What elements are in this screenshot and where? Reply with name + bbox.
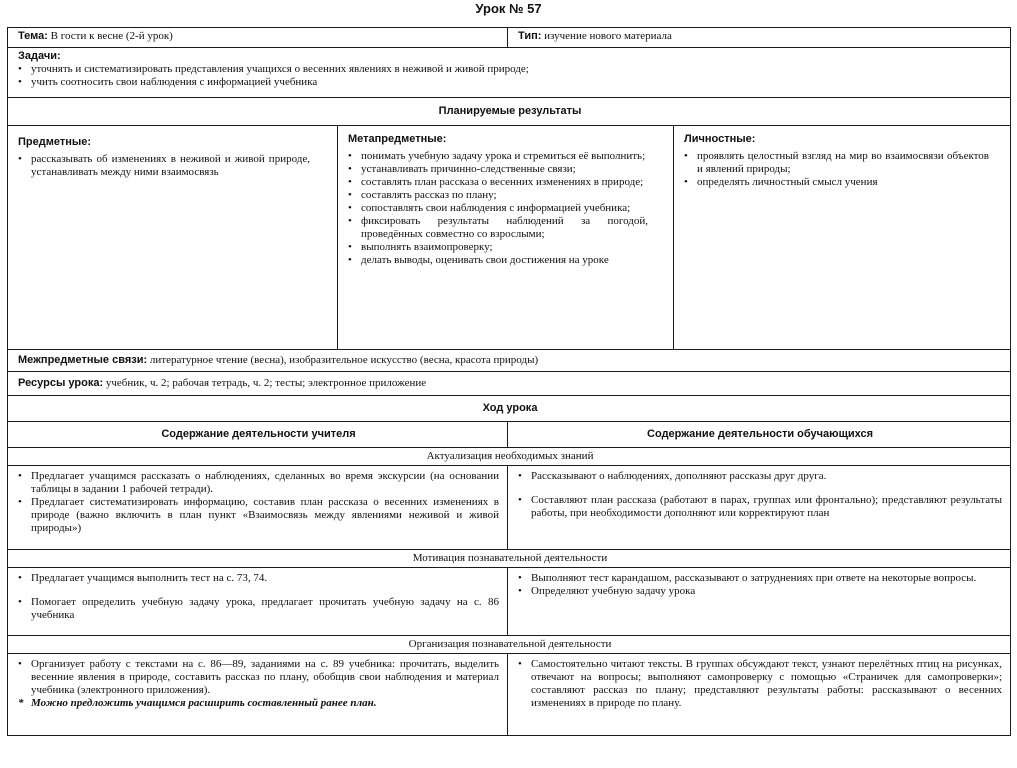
links-row bbox=[8, 350, 1011, 372]
type-cell bbox=[508, 28, 1011, 48]
stage-content-row bbox=[8, 654, 1011, 736]
personal-results-label: Личностные: bbox=[684, 133, 756, 145]
theme-row bbox=[8, 28, 1011, 48]
student-activity-list bbox=[518, 658, 1002, 710]
subject-result-item: • рассказывать об изменениях в неживой и живой природе, устанавливать между ними взаимосвязь bbox=[18, 153, 310, 179]
course-title-row bbox=[8, 396, 1011, 422]
personal-result-item: • проявлять целостный взгляд на мир во взаимосвязи объектов и явлений природы; bbox=[684, 150, 989, 176]
meta-results-list bbox=[348, 150, 648, 267]
course-header-row bbox=[8, 422, 1011, 448]
meta-result-item: • составлять план рассказа о весенних изменениях в природе; bbox=[348, 176, 648, 189]
personal-results-cell bbox=[674, 126, 1011, 350]
task-item: • учить соотносить свои наблюдения с информацией учебника bbox=[18, 76, 1002, 89]
tasks-list bbox=[18, 63, 1002, 89]
student-activity-item: • Самостоятельно читают тексты. В группах обсуждают текст, узнают перелётных птиц на рисунках, отвечают на вопросы; выполняют самопроверку с помощью «Страничек для самопроверки»; составляют рассказ по плану; представляют результаты работы: рассказывают о весенних изменениях в природе по плану. bbox=[518, 658, 1002, 710]
results-row bbox=[8, 126, 1011, 350]
student-header-cell bbox=[508, 422, 1011, 448]
page-title: Урок № 57 bbox=[475, 1, 542, 16]
tasks-cell bbox=[8, 48, 1011, 98]
results-title: Планируемые результаты bbox=[438, 105, 582, 117]
meta-result-item: • выполнять взаимопроверку; bbox=[348, 241, 648, 254]
teacher-activity-item: • Организует работу с текстами на с. 86—89, заданиями на с. 89 учебника: прочитать, выделить весенние явления в природе, составить рассказ по плану, обобщив свои наблюдения и материал учебника (электронного приложения). bbox=[18, 658, 499, 697]
task-item: • уточнять и систематизировать представления учащихся о весенних явлениях в неживой и живой природе; bbox=[18, 63, 1002, 76]
results-title-row bbox=[8, 98, 1011, 126]
stage-title: Мотивация познавательной деятельности bbox=[412, 552, 608, 564]
resources-value: учебник, ч. 2; рабочая тетрадь, ч. 2; тесты; электронное приложение bbox=[105, 377, 427, 389]
student-activity-item: • Рассказывают о наблюдениях, дополняют рассказы друг друга. bbox=[518, 470, 1002, 483]
tasks-label: Задачи: bbox=[18, 50, 61, 62]
meta-results-label: Метапредметные: bbox=[348, 133, 447, 145]
teacher-activity-list bbox=[18, 572, 499, 622]
stage-title: Актуализация необходимых знаний bbox=[426, 450, 594, 462]
teacher-activity-list bbox=[18, 658, 499, 710]
type-label: Тип: bbox=[518, 30, 542, 42]
subject-results-cell bbox=[8, 126, 338, 350]
lesson-plan-table bbox=[7, 27, 1011, 736]
theme-cell bbox=[8, 28, 508, 48]
stage-title-row bbox=[8, 636, 1011, 654]
teacher-activity-cell bbox=[8, 568, 508, 636]
course-title: Ход урока bbox=[482, 402, 538, 414]
links-label: Межпредметные связи: bbox=[18, 354, 148, 366]
subject-results-list bbox=[18, 153, 310, 179]
teacher-header-cell bbox=[8, 422, 508, 448]
student-activity-list bbox=[518, 572, 1002, 598]
meta-result-item: • сопоставлять свои наблюдения с информацией учебника; bbox=[348, 202, 648, 215]
stage-content-row bbox=[8, 466, 1011, 550]
stage-title-row bbox=[8, 550, 1011, 568]
student-header: Содержание деятельности обучающихся bbox=[647, 428, 873, 440]
subject-results-label: Предметные: bbox=[18, 136, 92, 148]
meta-result-item: • понимать учебную задачу урока и стремиться её выполнить; bbox=[348, 150, 648, 163]
meta-result-item: • фиксировать результаты наблюдений за погодой, проведённых совместно со взрослыми; bbox=[348, 215, 648, 241]
student-activity-list bbox=[518, 470, 1002, 520]
resources-cell bbox=[8, 372, 1011, 396]
personal-results-list bbox=[684, 150, 989, 189]
theme-value: В гости к весне (2-й урок) bbox=[50, 30, 173, 42]
resources-row bbox=[8, 372, 1011, 396]
stage-content-row bbox=[8, 568, 1011, 636]
teacher-activity-item: • Предлагает учащимся рассказать о наблюдениях, сделанных во время экскурсии (на основании таблицы в задании 1 рабочей тетради). bbox=[18, 470, 499, 496]
teacher-activity-item: • Предлагает учащимся выполнить тест на с. 73, 74. bbox=[18, 572, 499, 585]
type-value: изучение нового материала bbox=[544, 30, 672, 42]
resources-label: Ресурсы урока: bbox=[18, 377, 104, 389]
meta-result-item: • устанавливать причинно-следственные связи; bbox=[348, 163, 648, 176]
stage-title-cell bbox=[8, 636, 1011, 654]
stage-title: Организация познавательной деятельности bbox=[408, 638, 612, 650]
results-title-cell bbox=[8, 98, 1011, 126]
student-activity-item: • Составляют план рассказа (работают в парах, группах или фронтально); представляют результаты работы, при необходимости дополняют или корректируют план bbox=[518, 494, 1002, 520]
course-title-cell bbox=[8, 396, 1011, 422]
personal-result-item: • определять личностный смысл учения bbox=[684, 176, 989, 189]
teacher-activity-list bbox=[18, 470, 499, 535]
teacher-note: * Можно предложить учащимся расширить составленный ранее план. bbox=[18, 697, 499, 710]
teacher-activity-cell bbox=[8, 654, 508, 736]
meta-result-item: • делать выводы, оценивать свои достижения на уроке bbox=[348, 254, 648, 267]
teacher-activity-item: • Помогает определить учебную задачу урока, предлагает прочитать учебную задачу на с. 86 учебника bbox=[18, 596, 499, 622]
teacher-header: Содержание деятельности учителя bbox=[161, 428, 356, 440]
student-activity-cell bbox=[508, 466, 1011, 550]
stage-title-cell bbox=[8, 448, 1011, 466]
teacher-activity-item: • Предлагает систематизировать информацию, составив план рассказа о весенних изменениях в природе (важно включить в план пункт «Взаимосвязь между явлениями неживой и живой природы») bbox=[18, 496, 499, 535]
student-activity-cell bbox=[508, 654, 1011, 736]
meta-results-cell bbox=[338, 126, 674, 350]
stage-title-cell bbox=[8, 550, 1011, 568]
student-activity-cell bbox=[508, 568, 1011, 636]
student-activity-item: • Выполняют тест карандашом, рассказывают о затруднениях при ответе на некоторые вопросы. bbox=[518, 572, 1002, 585]
stage-title-row bbox=[8, 448, 1011, 466]
tasks-row bbox=[8, 48, 1011, 98]
student-activity-item: • Определяют учебную задачу урока bbox=[518, 585, 1002, 598]
teacher-activity-cell bbox=[8, 466, 508, 550]
links-value: литературное чтение (весна), изобразительное искусство (весна, красота природы) bbox=[149, 354, 539, 366]
meta-result-item: • составлять рассказ по плану; bbox=[348, 189, 648, 202]
theme-label: Тема: bbox=[18, 30, 48, 42]
links-cell bbox=[8, 350, 1011, 372]
